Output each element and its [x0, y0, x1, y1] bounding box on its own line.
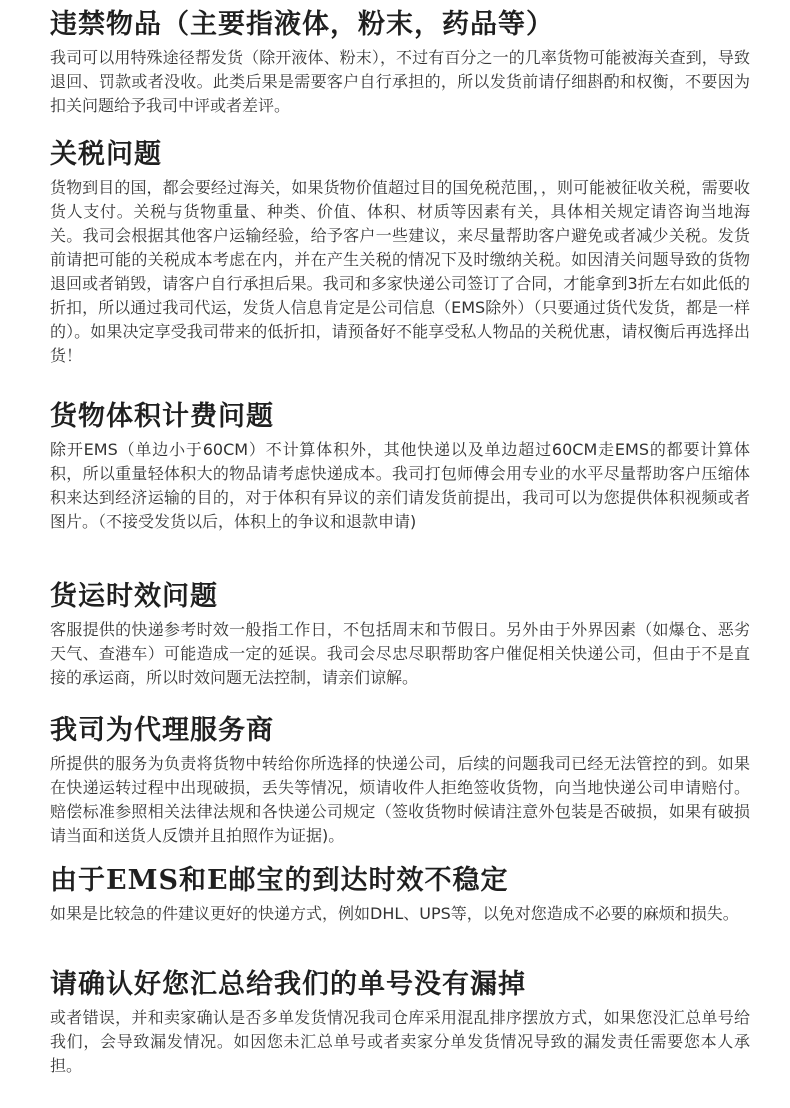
section-title: 请确认好您汇总给我们的单号没有漏掉 — [50, 969, 526, 1000]
section-title: 违禁物品（主要指液体，粉末，药品等） — [50, 9, 554, 40]
section-body: 如果是比较急的件建议更好的快递方式，例如DHL、UPS等，以免对您造成不必要的麻烦和损失。 — [50, 904, 739, 923]
section-volume-billing — [50, 398, 750, 534]
section-tracking-numbers — [50, 966, 750, 1078]
section-title: 货运时效问题 — [50, 581, 218, 612]
section-title: 关税问题 — [50, 139, 162, 170]
section-body: 货物到目的国，都会要经过海关，如果货物价值超过目的国免税范围，，则可能被征收关税，需要收货人支付。关税与货物重量、种类、价值、体积、材质等因素有关，具体相关规定请咨询当地海关。我司会根据其他客户运输经验，给予客户一些建议，来尽量帮助客户避免或者减少关税。发货前请把可能的关税成本考虑在内，并在产生关税的情况下及时缴纳关税。如因清关问题导致的货物退回或者销毁，请客户自行承担后果。我司和多家快递公司签订了合同，才能拿到3折左右如此低的折扣，所以通过我司代运，发货人信息肯定是公司信息（EMS除外）（只要通过货代发货，都是一样的）。如果决定享受我司带来的低折扣，请预备好不能享受私人物品的关税优惠，请权衡后再选择出货！ — [50, 178, 750, 365]
section-customs-duty — [50, 136, 750, 368]
section-body: 所提供的服务为负责将货物中转给你所选择的快递公司，后续的问题我司已经无法管控的到。如果在快递运转过程中出现破损，丢失等情况，烦请收件人拒绝签收货物，向当地快递公司申请赔付。赔偿标准参照相关法律法规和各快递公司规定（签收货物时候请注意外包装是否破损，如果有破损请当面和送货人反馈并且拍照作为证据)。 — [50, 754, 750, 845]
section-ems-timeliness — [50, 862, 750, 926]
section-body: 我司可以用特殊途径帮发货（除开液体、粉末），不过有百分之一的几率货物可能被海关查到，导致退回、罚款或者没收。此类后果是需要客户自行承担的，所以发货前请仔细斟酌和权衡，不要因为扣关问题给予我司中评或者差评。 — [50, 48, 750, 115]
section-body: 或者错误，并和卖家确认是否多单发货情况我司仓库采用混乱排序摆放方式，如果您没汇总单号给我们，会导致漏发情况。如因您未汇总单号或者卖家分单发货情况导致的漏发责任需要您本人承担。 — [50, 1008, 750, 1075]
section-title: 货物体积计费问题 — [50, 401, 274, 432]
section-title: 我司为代理服务商 — [50, 715, 274, 746]
section-body: 客服提供的快递参考时效一般指工作日，不包括周末和节假日。另外由于外界因素（如爆仓、恶劣天气、查港车）可能造成一定的延误。我司会尽忠尽职帮助客户催促相关快递公司，但由于不是直接的承运商，所以时效问题无法控制，请亲们谅解。 — [50, 620, 750, 687]
section-agent-service — [50, 712, 750, 848]
section-delivery-time — [50, 578, 750, 690]
section-body: 除开EMS（单边小于60CM）不计算体积外，其他快递以及单边超过60CM走EMS的都要计算体积，所以重量轻体积大的物品请考虑快递成本。我司打包师傅会用专业的水平尽量帮助客户压缩体积来达到经济运输的目的，对于体积有异议的亲们请发货前提出，我司可以为您提供体积视频或者图片。（不接受发货以后，体积上的争议和退款申请) — [50, 440, 750, 531]
section-prohibited-items — [50, 6, 750, 118]
section-title: 由于EMS和E邮宝的到达时效不稳定 — [50, 865, 509, 896]
